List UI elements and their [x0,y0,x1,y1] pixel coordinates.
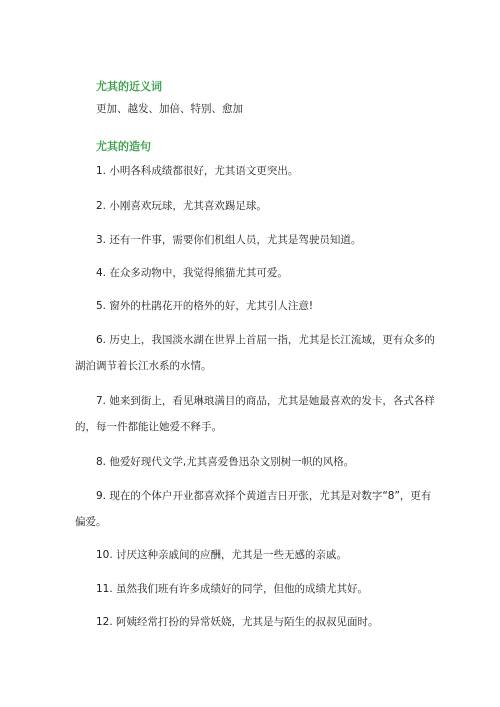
sentence-5: 5. 窗外的杜鹃花开的格外的好，尤其引人注意! [96,300,314,312]
sentence-10: 10. 讨厌这种亲戚间的应酬，尤其是一些无感的亲戚。 [96,549,348,561]
sentences-heading: 尤其的造句 [96,140,151,153]
sentence-11: 11. 虽然我们班有许多成绩好的同学，但他的成绩尤其好。 [96,583,369,595]
sentence-1: 1. 小明各科成绩都很好，尤其语文更突出。 [96,165,299,177]
synonyms-heading: 尤其的近义词 [96,80,162,93]
sentence-6-line-1: 6. 历史上，我国淡水湖在世界上首屈一指，尤其是长江流域，更有众多的 [96,334,435,346]
sentence-3: 3. 还有一件事，需要你们机组人员，尤其是驾驶员知道。 [96,234,362,246]
sentence-12: 12. 阿姨经常打扮的异常妖娆，尤其是与陌生的叔叔见面时。 [96,616,379,628]
sentence-4: 4. 在众多动物中，我觉得熊猫尤其可爱。 [96,267,288,279]
sentence-7-line-1: 7. 她来到街上，看见琳琅满目的商品，尤其是她最喜欢的发卡，各式各样 [96,395,435,407]
sentence-9-line-1: 9. 现在的个体户开业都喜欢择个黄道吉日开张，尤其是对数字“8”，更有 [96,490,432,502]
sentence-9-line-2: 偏爱。 [75,516,107,528]
sentence-6-line-2: 湖泊调节着长江水系的水情。 [75,360,212,372]
sentence-7-line-2: 的，每一件都能让她爱不释手。 [75,421,222,433]
synonyms-content: 更加、越发、加倍、特别、愈加 [96,103,243,115]
sentence-2: 2. 小刚喜欢玩球，尤其喜欢踢足球。 [96,200,267,212]
sentence-8: 8. 他爱好现代文学,尤其喜爱鲁迅杂文别树一帜的风格。 [96,456,355,468]
